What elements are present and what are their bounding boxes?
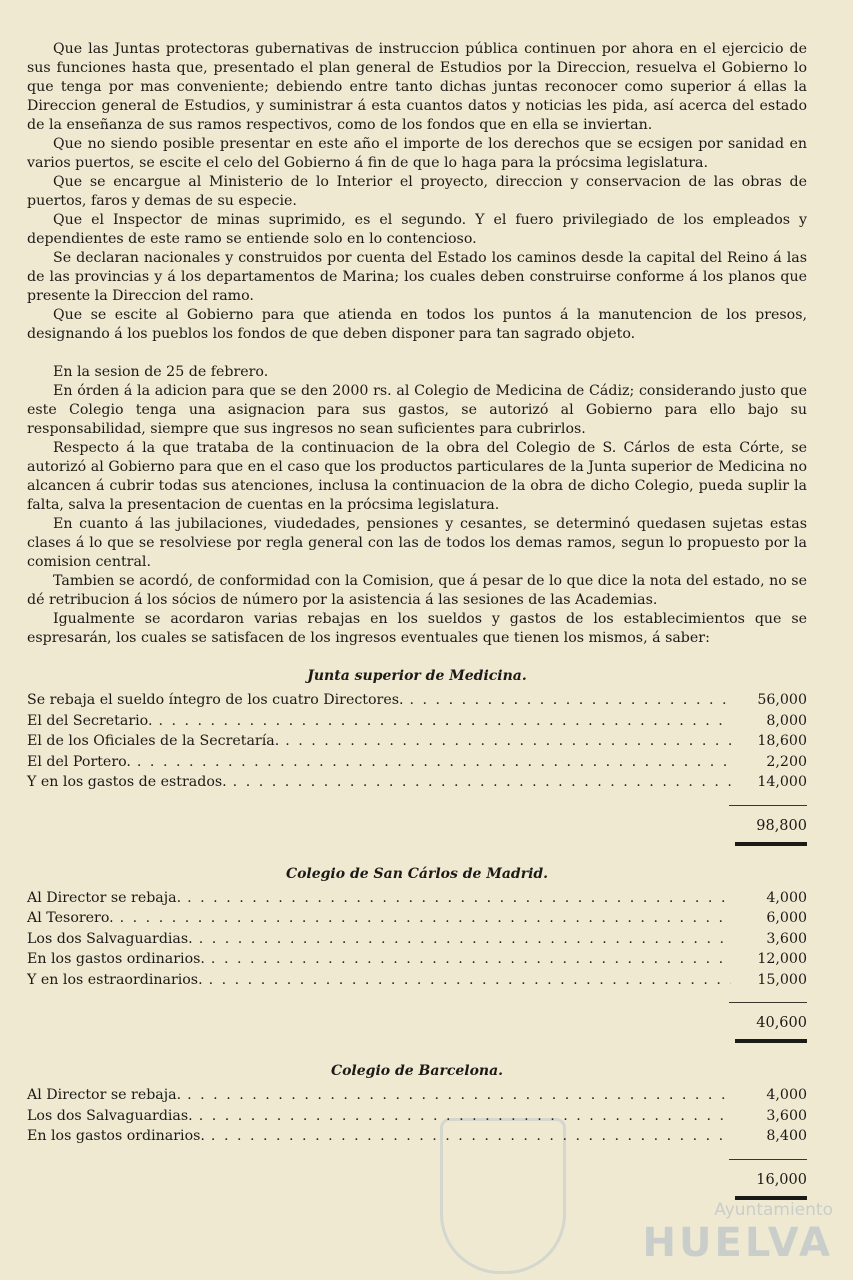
row-amount: 3,600 (766, 930, 807, 947)
row-amount: 4,000 (766, 1087, 807, 1103)
row-amount: 14,000 (757, 774, 807, 790)
paragraph: Se declaran nacionales y construidos por cuenta del Estado los caminos desde la capital del Reino á las de las provincias y á los departamentos de Marina; los cuales deben construirse conforme á los planos que presente la Direccion del ramo. (27, 250, 807, 304)
paragraph: Que el Inspector de minas suprimido, es el segundo. Y el fuero privilegiado de los empleados y dependientes de este ramo se entiende solo en lo contencioso. (27, 212, 807, 247)
session-heading: En la sesion de 25 de febrero. (53, 364, 269, 380)
section-colegio-barcelona (27, 1063, 807, 1200)
ledger-row (27, 1106, 807, 1127)
paragraph: En órden á la adicion para que se den 2000 rs. al Colegio de Medicina de Cádiz; considerando justo que este Colegio tenga una asignacion para sus gastos, se autorizó al Gobierno para ello bajo su responsabilidad, siempre que sus ingresos no sean suficientes para cubrirlos. (27, 383, 807, 437)
row-amount: 3,600 (766, 1107, 807, 1124)
row-label: Al Director se rebaja. (27, 889, 182, 906)
resolutions-block (27, 40, 807, 344)
leader-dots (199, 929, 731, 950)
leader-dots (187, 1085, 731, 1106)
row-label: Y en los estraordinarios. (27, 971, 203, 988)
leader-dots (233, 772, 731, 793)
paragraph: Respecto á la que trataba de la continuacion de la obra del Colegio de S. Cárlos de esta Córte, se autorizó al Gobierno para que en el caso que los productos particulares de la Junta superior de Medicina no alcancen á cubrir todas sus atenciones, inclusa la continuacion de la obra de dicho Colegio, pueda suplir la falta, salva la presentacion de cuentas en la prócsima legislatura. (27, 440, 807, 513)
ledger-row (27, 772, 807, 793)
sum-rule (729, 805, 807, 806)
row-amount: 12,000 (757, 951, 807, 967)
ledger-row (27, 949, 807, 970)
row-amount: 8,400 (766, 1128, 807, 1144)
row-amount: 6,000 (766, 910, 807, 926)
row-label: El de los Oficiales de la Secretaría. (27, 733, 280, 749)
ledger-row (27, 752, 807, 773)
paragraph: Que las Juntas protectoras gubernativas de instruccion pública continuen por ahora en el ejercicio de sus funciones hasta que, presentado el plan general de Estudios por la Direccion, resuelva el Gobierno lo que tenga por mas conveniente; debiendo entre tanto dichas juntas reconocer como superior á ellas la Direccion general de Estudios, y suministrar á esta cuantos datos y noticias les pida, así acerca del estado de la enseñanza de sus ramos respectivos, como de los fondos que en ella se inviertan. (27, 41, 807, 133)
section-colegio-san-carlos (27, 866, 807, 1044)
row-amount: 15,000 (757, 971, 807, 988)
ledger-row (27, 711, 807, 732)
watermark-line: Ayuntamiento (714, 1200, 833, 1220)
section-total: 40,600 (756, 1015, 807, 1031)
ledger-row (27, 908, 807, 929)
row-label: Los dos Salvaguardias. (27, 1107, 193, 1124)
leader-dots (211, 1126, 731, 1147)
watermark-line: HUELVA (642, 1220, 833, 1266)
paragraph: Que no siendo posible presentar en este año el importe de los derechos que se ecsigen por sanidad en varios puertos, se escite el celo del Gobierno á fin de que lo haga para la prócsima legislatura. (27, 136, 807, 171)
row-amount: 56,000 (757, 692, 807, 708)
leader-dots (158, 711, 731, 732)
paragraph: En cuanto á las jubilaciones, viudedades, pensiones y cesantes, se determinó quedasen sujetas estas clases á lo que se resolviese por regla general con las de todos los demas ramos, segun lo propuesto por la comision central. (27, 516, 807, 570)
ledger-row (27, 970, 807, 991)
row-amount: 4,000 (766, 889, 807, 906)
leader-dots (187, 888, 731, 909)
document-page (27, 40, 807, 1200)
paragraph: Que se encargue al Ministerio de lo Interior el proyecto, direccion y conservacion de las obras de puertos, faros y demas de su especie. (27, 174, 807, 209)
paragraph: Igualmente se acordaron varias rebajas en los sueldos y gastos de los establecimientos que se espresarán, los cuales se satisfacen de los ingresos eventuales que tienen los mismos, á saber: (27, 611, 807, 646)
paragraph: Que se escite al Gobierno para que atienda en todos los puntos á la manutencion de los presos, designando á los pueblos los fondos de que deben disponer para tan sagrado objeto. (27, 307, 807, 342)
row-label: El del Portero. (27, 753, 131, 770)
row-label: Y en los gastos de estrados. (27, 774, 227, 790)
row-label: Se rebaja el sueldo íntegro de los cuatro Directores. (27, 692, 404, 708)
leader-dots (211, 949, 731, 970)
section-total: 16,000 (756, 1171, 807, 1188)
ledger-row (27, 1085, 807, 1106)
sum-rule (729, 1159, 807, 1160)
row-amount: 18,600 (757, 733, 807, 749)
ledger-row (27, 731, 807, 752)
leader-dots (199, 1106, 731, 1127)
row-amount: 2,200 (766, 753, 807, 770)
session-block (27, 382, 807, 648)
row-label: El del Secretario. (27, 712, 153, 729)
watermark (643, 1200, 833, 1266)
section-title: Junta superior de Medicina. (307, 668, 527, 684)
total-rule (735, 842, 807, 846)
leader-dots (410, 690, 731, 711)
leader-dots (209, 970, 731, 991)
section-junta-medicina (27, 668, 807, 846)
total-rule (735, 1196, 807, 1200)
total-rule (735, 1039, 807, 1043)
section-title: Colegio de Barcelona. (330, 1063, 504, 1079)
leader-dots (120, 908, 731, 929)
section-title: Colegio de San Cárlos de Madrid. (285, 865, 549, 882)
sum-rule (729, 1002, 807, 1003)
paragraph: Tambien se acordó, de conformidad con la Comision, que á pesar de lo que dice la nota del estado, no se dé retribucion á los sócios de número por la asistencia á las sesiones de las Academias. (27, 573, 807, 608)
row-label: Al Director se rebaja. (27, 1087, 182, 1103)
row-amount: 8,000 (766, 712, 807, 729)
row-label: Los dos Salvaguardias. (27, 930, 193, 947)
ledger-row (27, 929, 807, 950)
ledger-row (27, 1126, 807, 1147)
row-label: Al Tesorero. (27, 910, 114, 926)
leader-dots (137, 752, 731, 773)
leader-dots (285, 731, 731, 752)
row-label: En los gastos ordinarios. (27, 951, 205, 967)
section-total: 98,800 (756, 817, 807, 834)
ledger-row (27, 690, 807, 711)
ledger-row (27, 888, 807, 909)
row-label: En los gastos ordinarios. (27, 1128, 205, 1144)
